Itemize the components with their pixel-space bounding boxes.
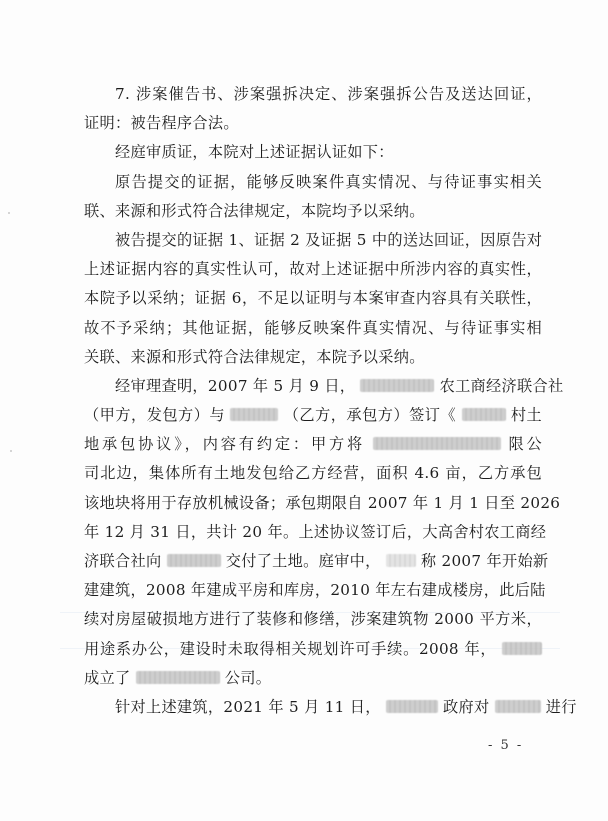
redaction-mark [386,700,438,713]
text-line [84,401,542,430]
text-segment: 经审理查明，2007 年 5 月 9 日， [115,376,356,395]
text-line: 年 12 月 31 日，共计 20 年。上述协议签订后，大高舍村农工商经 [84,522,547,541]
redaction-mark [230,408,278,421]
text-line: 关联、来源和形式符合法律规定，本院予以采纳。 [84,347,425,366]
redaction-mark [167,554,221,567]
text-line: 司北边，集体所有土地发包给乙方经营，面积 4.6 亩，乙方承包 [84,464,542,483]
text-line [84,693,577,722]
redaction-mark [462,408,506,421]
redaction-mark [495,700,541,713]
text-line: 证明：被告程序合法。 [84,114,239,133]
text-line: 经庭审质证，本院对上述证据认证如下： [115,143,394,162]
scan-artifact [8,212,10,214]
redaction-mark [360,379,434,392]
text-line: 被告提交的证据 1、证据 2 及证据 5 中的送达回证，因原告对 [115,230,543,249]
text-segment: （乙方，承包方）签订《 [283,406,457,425]
text-segment: 进行 [545,697,577,716]
text-segment: 用途系办公，建设时未取得相关规划许可手续。2008 年， [84,639,497,658]
redaction-mark [373,437,501,450]
text-line [84,635,542,664]
text-segment: 成立了 [84,668,131,687]
text-segment: 地承包协议》，内容有约定：甲方将 [84,435,366,454]
text-line: 7. 涉案催告书、涉案强拆决定、涉案强拆公告及送达回证， [115,85,542,103]
body-text [84,80,577,722]
text-line: 故不予采纳；其他证据，能够反映案件真实情况、与待证事实相 [84,318,542,337]
text-line: 本院予以采纳；证据 6，不足以证明与本案审查内容具有关联性， [84,289,542,308]
text-line: 原告提交的证据，能够反映案件真实情况、与待证事实相关 [115,172,542,191]
text-line: 上述证据内容的真实性认可，故对上述证据中所涉内容的真实性， [84,260,542,279]
text-line: 续对房屋破损地方进行了装修和修缮，涉案建筑物 2000 平方米， [84,610,542,629]
text-segment: 交付了土地。庭审中， [225,552,381,570]
text-line [84,372,564,401]
text-line: 该地块将用于存放机械设备；承包期限自 2007 年 1 月 1 日至 2026 [84,493,561,512]
text-line: 联、来源和形式符合法律规定，本院均予以采纳。 [84,201,425,220]
text-segment: 限公 [508,435,542,454]
scan-artifact [10,450,12,452]
redaction-mark [502,642,542,655]
text-line [84,664,542,693]
text-segment: 政府对 [443,697,490,716]
text-line [84,547,549,576]
text-segment: 济联合社向 [84,552,162,570]
text-line [84,430,542,459]
text-segment: 村土 [510,406,542,425]
text-line: 建建筑，2008 年建成平房和库房，2010 年左右建成楼房，此后陆 [84,581,546,600]
redaction-mark [136,671,220,684]
text-segment: 公司。 [224,668,272,687]
page-number: - 5 - [488,738,524,753]
text-segment: 称 2007 年开始新 [420,552,549,570]
text-segment: 针对上述建筑，2021 年 5 月 11 日， [115,697,381,716]
redaction-mark [386,554,416,567]
text-segment: （甲方，发包方）与 [84,406,226,425]
text-segment: 农工商经济联合社 [439,376,564,395]
